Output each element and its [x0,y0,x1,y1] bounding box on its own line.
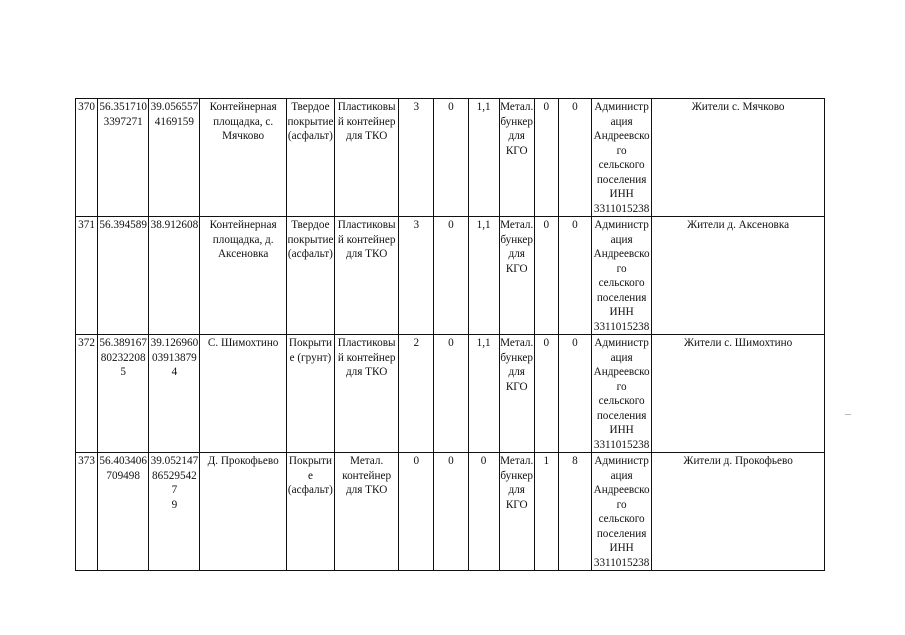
longitude-cell: 38.912608 [149,217,200,335]
latitude-cell: 56.394589 [98,217,149,335]
row-number-cell: 373 [76,453,98,571]
location-cell: Контейнерная площадка, д. Аксеновка [200,217,286,335]
residents-cell: Жители с. Шимохтино [652,335,825,453]
latitude-cell: 56.389167 80232208 5 [98,335,149,453]
row-number-cell: 370 [76,99,98,217]
planned-count-cell: 0 [434,217,468,335]
planned-count-cell: 0 [434,453,468,571]
container-count-cell: 3 [399,99,434,217]
container-count-cell: 3 [399,217,434,335]
bunker-type-cell: Метал. бункер для КГО [499,335,534,453]
location-cell: Контейнерная площадка, с. Мячково [200,99,286,217]
bunker-count-cell: 0 [534,335,558,453]
scan-artifact [845,414,851,415]
table-row [76,217,825,335]
latitude-cell: 56.403406 709498 [98,453,149,571]
container-type-cell: Пластиковы й контейнер для ТКО [335,335,399,453]
location-cell: Д. Прокофьево [200,453,286,571]
longitude-cell: 39.126960 039138794 [149,335,200,453]
surface-cell: Твердое покрытие (асфальт) [286,217,334,335]
row-number-cell: 372 [76,335,98,453]
owner-cell: Администр ация Андреевско го сельского поселения ИНН 3311015238 [592,453,652,571]
bunker-count-cell: 1 [534,453,558,571]
location-cell: С. Шимохтино [200,335,286,453]
residents-cell: Жители д. Прокофьево [652,453,825,571]
bunker-count-cell: 0 [534,99,558,217]
bunker-volume-cell: 8 [558,453,591,571]
volume-cell: 0 [468,453,499,571]
volume-cell: 1,1 [468,99,499,217]
container-type-cell: Метал. контейнер для ТКО [335,453,399,571]
planned-count-cell: 0 [434,335,468,453]
owner-cell: Администр ация Андреевско го сельского поселения ИНН 3311015238 [592,335,652,453]
planned-count-cell: 0 [434,99,468,217]
table-row [76,335,825,453]
table-row [76,99,825,217]
volume-cell: 1,1 [468,335,499,453]
container-count-cell: 0 [399,453,434,571]
surface-cell: Покрыти е (грунт) [286,335,334,453]
longitude-cell: 39.056557 4169159 [149,99,200,217]
residents-cell: Жители с. Мячково [652,99,825,217]
surface-cell: Твердое покрытие (асфальт) [286,99,334,217]
bunker-volume-cell: 0 [558,217,591,335]
longitude-cell: 39.052147 865295427 9 [149,453,200,571]
latitude-cell: 56.351710 3397271 [98,99,149,217]
bunker-count-cell: 0 [534,217,558,335]
bunker-volume-cell: 0 [558,335,591,453]
bunker-volume-cell: 0 [558,99,591,217]
bunker-type-cell: Метал. бункер для КГО [499,99,534,217]
container-type-cell: Пластиковы й контейнер для ТКО [335,217,399,335]
volume-cell: 1,1 [468,217,499,335]
owner-cell: Администр ация Андреевско го сельского поселения ИНН 3311015238 [592,217,652,335]
surface-cell: Покрыти е (асфальт) [286,453,334,571]
bunker-type-cell: Метал. бункер для КГО [499,217,534,335]
container-sites-table [75,98,825,571]
owner-cell: Администр ация Андреевско го сельского поселения ИНН 3311015238 [592,99,652,217]
table-row [76,453,825,571]
residents-cell: Жители д. Аксеновка [652,217,825,335]
row-number-cell: 371 [76,217,98,335]
container-type-cell: Пластиковы й контейнер для ТКО [335,99,399,217]
bunker-type-cell: Метал. бункер для КГО [499,453,534,571]
container-count-cell: 2 [399,335,434,453]
